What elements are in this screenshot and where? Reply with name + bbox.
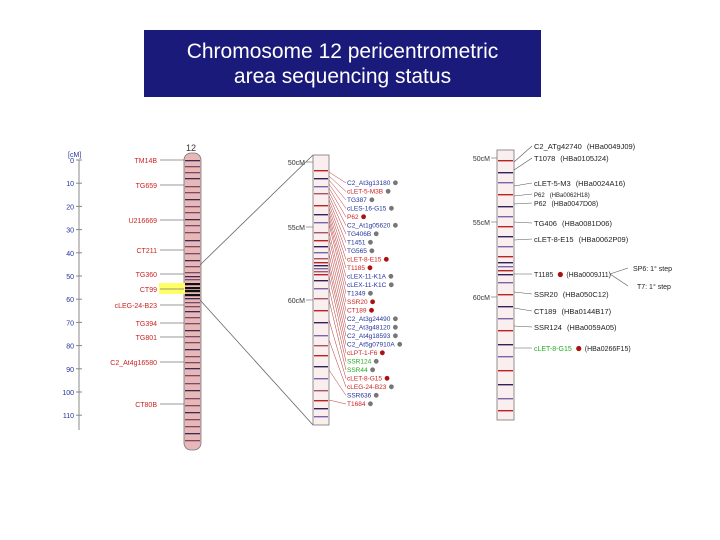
middle-chromosome-band — [314, 390, 328, 391]
middle-marker-connector — [329, 184, 346, 209]
right-chromosome-band — [498, 344, 513, 345]
left-chromosome-band — [185, 192, 200, 193]
right-chromosome-band — [498, 318, 513, 319]
left-marker-label: TG659 — [135, 183, 157, 190]
middle-chromosome-band — [314, 322, 328, 323]
middle-marker-label: SSR20 — [347, 299, 368, 306]
left-chromosome-band — [185, 260, 200, 261]
right-chromosome-band — [498, 256, 513, 257]
left-chromosome-band — [185, 342, 200, 343]
middle-marker-label: cLEX-11-K1C — [347, 282, 387, 289]
middle-marker-status-dot — [389, 384, 394, 389]
right-chromosome-band — [498, 206, 513, 207]
right-chromosome-band — [498, 356, 513, 357]
middle-chromosome-band — [314, 240, 328, 241]
left-axis-tick-label: 50 — [66, 274, 74, 281]
right-chromosome-band — [498, 236, 513, 237]
right-marker-connector — [514, 194, 532, 196]
middle-chromosome-band — [314, 205, 328, 206]
middle-marker-label: T1451 — [347, 239, 366, 247]
left-chromosome-band — [185, 323, 200, 324]
left-chromosome-band — [185, 398, 200, 399]
title-line-1: Chromosome 12 pericentrometric — [186, 39, 499, 63]
middle-chromosome-band — [314, 408, 328, 409]
right-marker-label: CT189 — [534, 307, 557, 316]
middle-marker-status-dot — [384, 257, 389, 262]
left-chromosome-band — [185, 349, 200, 350]
middle-marker-status-dot — [368, 240, 373, 245]
left-chromosome-band — [185, 426, 200, 427]
left-chromosome-band — [185, 433, 200, 434]
middle-marker-label: cLPT-1-F6 — [347, 350, 378, 357]
middle-chromosome-band — [314, 355, 328, 356]
right-marker-label: T1185 — [534, 272, 554, 279]
t7-step-connector — [610, 274, 628, 286]
right-marker-label: P62 — [534, 193, 545, 199]
right-chromosome-band — [498, 294, 513, 295]
middle-marker-status-dot — [393, 180, 398, 185]
left-marker-label: TG394 — [135, 321, 157, 328]
right-marker-connector — [514, 308, 532, 311]
right-chromosome-band — [498, 282, 513, 283]
middle-marker-label: SSR44 — [347, 367, 368, 374]
right-marker-status-dot — [576, 346, 581, 351]
left-chromosome-band — [185, 419, 200, 420]
middle-marker-status-dot — [369, 308, 374, 313]
left-chromosome-band — [185, 246, 200, 247]
right-scale-label: 55cM — [472, 220, 490, 227]
middle-map — [288, 155, 402, 425]
left-chromosome-band — [185, 186, 200, 187]
left-axis-tick-label: 20 — [66, 204, 74, 212]
middle-marker-label: C2_At3g13180 — [347, 180, 391, 187]
middle-marker-status-dot — [368, 401, 373, 406]
middle-chromosome-band — [314, 335, 328, 336]
right-chromosome-band — [498, 194, 513, 195]
right-chromosome-band — [498, 216, 513, 217]
right-marker-connector — [514, 326, 532, 327]
middle-marker-status-dot — [386, 189, 391, 194]
zoom-line-top — [200, 155, 313, 265]
middle-marker-label: C2_At5g07910A — [347, 341, 395, 349]
middle-marker-connector — [329, 370, 346, 396]
left-chromosome-band — [185, 212, 200, 213]
middle-marker-status-dot — [393, 325, 398, 330]
left-chromosome-band — [185, 276, 200, 277]
middle-marker-label: SSR124 — [347, 358, 372, 366]
left-chromosome-band — [185, 283, 200, 285]
left-chromosome-band — [185, 298, 200, 299]
middle-marker-label: C2_At1g05620 — [347, 222, 391, 230]
left-axis-tick-label: 90 — [66, 366, 74, 374]
middle-marker-connector — [329, 400, 346, 404]
middle-marker-label: cLET-8-E15 — [347, 256, 382, 264]
middle-chromosome-band — [314, 262, 328, 263]
middle-chromosome-band — [314, 170, 328, 171]
middle-marker-status-dot — [393, 333, 398, 338]
right-chromosome-band — [498, 398, 513, 399]
right-marker-bac-clone: (HBa0105J24) — [560, 154, 609, 163]
right-chromosome-band — [498, 172, 513, 173]
right-chromosome-band — [498, 306, 513, 307]
ct99-highlight — [159, 283, 185, 294]
right-chromosome-band — [498, 410, 513, 411]
middle-marker-label: cLET-5-M3B — [347, 188, 384, 196]
left-chromosome-band — [185, 440, 200, 441]
middle-chromosome-band — [314, 345, 328, 346]
middle-marker-connector — [329, 276, 346, 353]
right-chromosome-body — [497, 150, 514, 420]
left-axis-tick-label: 80 — [66, 343, 74, 351]
left-marker-label: C2_At4g16580 — [110, 360, 157, 367]
left-axis-tick-label: 10 — [66, 181, 74, 189]
middle-marker-connector — [329, 204, 346, 251]
right-marker-bac-clone: (HBa0144B17) — [561, 307, 612, 316]
middle-marker-connector — [329, 176, 346, 192]
right-chromosome-band — [498, 226, 513, 227]
middle-marker-status-dot — [393, 223, 398, 228]
right-marker-bac-clone: (HBa0266F15) — [584, 346, 631, 353]
middle-marker-connector — [329, 300, 346, 370]
left-chromosome-band — [185, 412, 200, 413]
left-chromosome-band — [185, 166, 200, 167]
middle-chromosome-band — [314, 400, 328, 401]
left-chromosome-band — [185, 306, 200, 307]
middle-marker-connector — [329, 320, 346, 379]
left-chromosome-band — [185, 206, 200, 207]
right-chromosome-band — [498, 160, 513, 161]
left-chromosome-band — [185, 160, 200, 161]
left-marker-label: TG360 — [135, 272, 157, 279]
right-marker-bac-clone: (HBa0062H18) — [549, 193, 590, 199]
left-chromosome-band — [185, 311, 200, 312]
sp6-step-label: SP6: 1° step — [633, 266, 672, 273]
right-marker-connector — [514, 203, 532, 204]
middle-chromosome-band — [314, 298, 328, 299]
left-axis-tick-label: 60 — [66, 297, 74, 305]
left-axis-tick-label: 0 — [70, 158, 74, 165]
right-map — [473, 142, 672, 420]
middle-marker-label: C2_At3g48120 — [347, 324, 391, 332]
middle-marker-label: cLET-8-G15 — [347, 375, 383, 383]
right-scale-label: 50cM — [472, 156, 490, 163]
left-marker-label: TM14B — [134, 158, 157, 165]
left-chromosome-band — [185, 172, 200, 173]
middle-chromosome-band — [314, 178, 328, 179]
left-axis-tick-label: 70 — [66, 320, 74, 328]
left-chromosome-band — [185, 178, 200, 179]
left-axis-tick-label: 110 — [62, 413, 74, 421]
right-scale-label: 60cM — [472, 295, 490, 302]
middle-marker-status-dot — [389, 206, 394, 211]
left-chromosome-band — [185, 290, 200, 292]
middle-chromosome-band — [314, 288, 328, 289]
middle-marker-connector — [329, 268, 346, 345]
right-marker-label: SSR20 — [534, 290, 558, 299]
right-chromosome-band — [498, 262, 513, 263]
zoom-line-bottom — [200, 300, 313, 425]
middle-marker-label: CT189 — [347, 307, 367, 315]
middle-marker-status-dot — [370, 367, 375, 372]
right-chromosome-band — [498, 330, 513, 331]
left-chromosome-band — [185, 317, 200, 318]
middle-marker-status-dot — [374, 231, 379, 236]
middle-marker-label: TG387 — [347, 197, 367, 204]
middle-marker-connector — [329, 188, 346, 217]
middle-chromosome-band — [314, 193, 328, 194]
left-marker-label: TG801 — [135, 335, 157, 342]
right-chromosome-band — [498, 246, 513, 247]
left-marker-label: CT99 — [139, 287, 157, 294]
middle-marker-label: cLES-16-G15 — [347, 205, 387, 213]
right-marker-bac-clone: (HBa050C12) — [562, 290, 609, 299]
left-map — [62, 143, 201, 450]
middle-marker-status-dot — [374, 359, 379, 364]
middle-chromosome-band — [314, 258, 328, 259]
left-chromosome-band — [185, 405, 200, 406]
middle-chromosome-band — [314, 246, 328, 247]
t7-step-label: T7: 1° step — [637, 284, 671, 291]
left-chromosome-band — [185, 287, 200, 289]
middle-marker-status-dot — [389, 282, 394, 287]
middle-marker-status-dot — [374, 393, 379, 398]
left-marker-label: U216669 — [128, 218, 157, 225]
right-chromosome-band — [498, 270, 513, 271]
middle-marker-connector — [329, 340, 346, 387]
right-marker-bac-clone: (HBa0009J11) — [566, 272, 611, 279]
middle-scale-label: 60cM — [287, 298, 305, 305]
sp6-step-connector — [610, 268, 628, 274]
right-marker-label: cLET-5-M3 — [534, 179, 571, 188]
middle-chromosome-band — [314, 252, 328, 253]
right-marker-label: P62 — [534, 201, 547, 208]
middle-marker-label: TG565 — [347, 248, 367, 255]
right-chromosome-band — [498, 266, 513, 267]
middle-marker-label: T1349 — [347, 290, 366, 298]
middle-chromosome-band — [314, 232, 328, 233]
right-marker-connector — [514, 222, 532, 223]
left-chromosome-band — [185, 225, 200, 226]
right-chromosome-band — [498, 384, 513, 385]
left-marker-label: CT211 — [136, 248, 157, 255]
middle-chromosome-band — [314, 268, 328, 269]
right-marker-bac-clone: (HBa0049J09) — [586, 142, 636, 151]
left-chromosome-band — [185, 383, 200, 384]
left-axis-tick-label: 100 — [62, 390, 74, 397]
right-marker-label: SSR124 — [534, 323, 562, 332]
middle-marker-status-dot — [389, 274, 394, 279]
middle-chromosome-band — [314, 214, 328, 215]
left-marker-label: cLEG-24-B23 — [114, 303, 157, 310]
right-marker-bac-clone: (HBa0024A16) — [575, 179, 626, 188]
right-marker-bac-clone: (HBa0081D06) — [561, 219, 612, 228]
left-chromosome-band — [185, 302, 200, 303]
left-chromosome-band — [185, 356, 200, 357]
right-marker-label: cLET-8-G15 — [534, 346, 572, 353]
middle-marker-label: cLEX-11-K1A — [347, 273, 386, 281]
middle-marker-status-dot — [369, 197, 374, 202]
middle-chromosome-band — [314, 265, 328, 266]
left-chromosome-band — [185, 253, 200, 254]
middle-marker-label: cLEG-24-B23 — [347, 384, 387, 391]
right-marker-bac-clone: (HBa0047D08) — [551, 201, 599, 208]
middle-chromosome-band — [314, 378, 328, 379]
left-chromosome-band — [185, 375, 200, 376]
right-marker-label: C2_ATg42740 — [534, 142, 582, 151]
middle-marker-label: SSR636 — [347, 392, 372, 400]
middle-marker-label: C2_At4g18593 — [347, 333, 391, 340]
left-chromosome-label: 12 — [186, 143, 197, 153]
middle-chromosome-band — [314, 271, 328, 272]
middle-chromosome-band — [314, 186, 328, 187]
left-chromosome-band — [185, 279, 200, 280]
left-axis-unit: [cM] — [68, 152, 82, 159]
left-chromosome-band — [185, 294, 200, 296]
left-chromosome-band — [185, 368, 200, 369]
left-chromosome-band — [185, 219, 200, 220]
middle-marker-status-dot — [393, 316, 398, 321]
right-marker-bac-clone: (HBa0062P09) — [578, 235, 629, 244]
middle-chromosome-band — [314, 416, 328, 417]
left-chromosome-band — [185, 362, 200, 363]
right-marker-label: T1078 — [534, 154, 556, 163]
middle-chromosome-band — [314, 274, 328, 275]
title-line-2: area sequencing status — [233, 64, 452, 88]
left-chromosome-band — [185, 272, 200, 273]
left-chromosome-band — [185, 266, 200, 267]
right-chromosome-band — [498, 182, 513, 183]
middle-marker-label: T1684 — [347, 401, 366, 408]
left-chromosome-band — [185, 330, 200, 331]
middle-scale-label: 50cM — [287, 160, 305, 167]
left-chromosome-band — [185, 390, 200, 391]
middle-marker-status-dot — [361, 214, 366, 219]
right-marker-label: TG406 — [534, 219, 557, 228]
left-axis-tick-label: 30 — [66, 227, 74, 235]
left-axis-tick-label: 40 — [66, 250, 74, 258]
right-marker-connector — [514, 183, 532, 186]
middle-marker-connector — [329, 172, 346, 183]
right-marker-status-dot — [558, 272, 563, 277]
middle-marker-status-dot — [397, 342, 402, 347]
middle-chromosome-body — [313, 155, 329, 425]
middle-marker-label: P62 — [347, 214, 359, 221]
middle-chromosome-band — [314, 310, 328, 311]
middle-scale-label: 55cM — [287, 225, 305, 232]
right-marker-connector — [514, 292, 532, 294]
middle-marker-label: T1185 — [347, 265, 365, 272]
right-chromosome-band — [498, 370, 513, 371]
left-marker-label: CT80B — [135, 402, 157, 409]
left-chromosome-band — [185, 336, 200, 337]
middle-marker-status-dot — [368, 291, 373, 296]
right-marker-connector — [514, 239, 532, 240]
left-chromosome-band — [185, 232, 200, 233]
left-chromosome-band — [185, 199, 200, 200]
right-chromosome-band — [498, 274, 513, 275]
middle-marker-status-dot — [369, 248, 374, 253]
right-marker-label: cLET-8-E15 — [534, 235, 574, 244]
middle-chromosome-band — [314, 280, 328, 281]
right-marker-bac-clone: (HBa0059A05) — [566, 323, 617, 332]
middle-marker-label: C2_At3g24490 — [347, 316, 391, 323]
middle-marker-status-dot — [368, 265, 373, 270]
left-chromosome-band — [185, 240, 200, 241]
middle-chromosome-band — [314, 366, 328, 367]
middle-marker-status-dot — [370, 299, 375, 304]
middle-marker-label: TG406B — [347, 231, 372, 238]
middle-chromosome-band — [314, 222, 328, 223]
middle-marker-status-dot — [385, 376, 390, 381]
middle-marker-status-dot — [380, 350, 385, 355]
